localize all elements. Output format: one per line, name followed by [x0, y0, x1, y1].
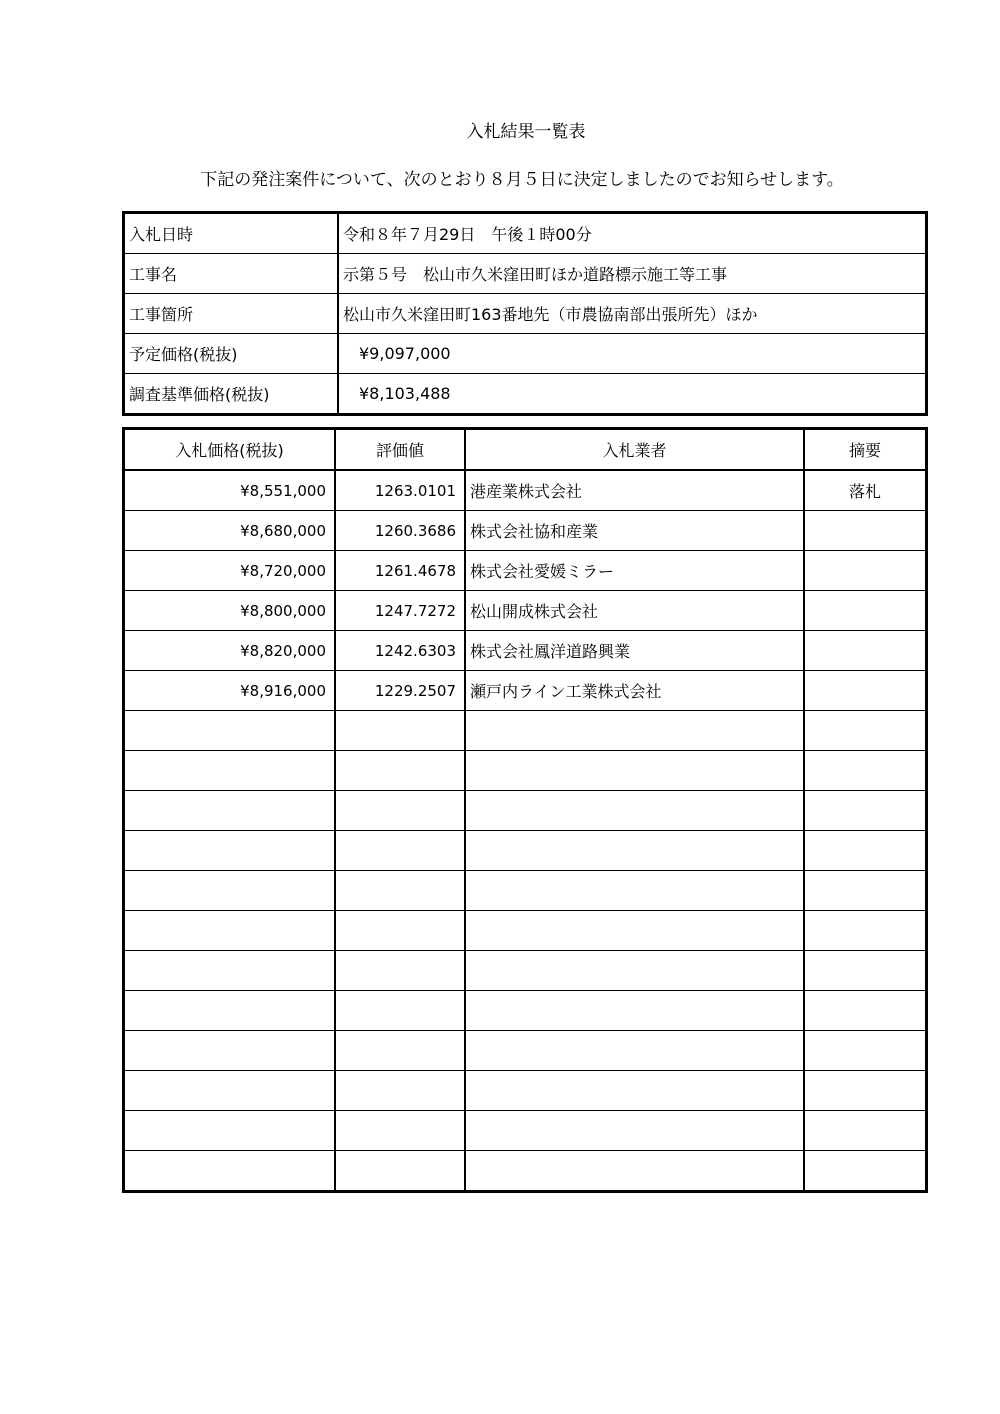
price-cell — [124, 831, 336, 871]
header-score: 評価値 — [335, 429, 465, 471]
score-cell — [335, 1111, 465, 1151]
info-row — [124, 213, 927, 254]
bidder-cell: 瀬戸内ライン工業株式会社 — [465, 671, 804, 711]
info-label: 工事名 — [124, 254, 339, 294]
note-cell — [804, 1071, 927, 1111]
note-cell — [804, 1031, 927, 1071]
info-value: 示第５号 松山市久米窪田町ほか道路標示施工等工事 — [338, 254, 927, 294]
bidder-cell — [465, 1151, 804, 1192]
price-cell — [124, 991, 336, 1031]
table-row — [124, 991, 927, 1031]
price-cell — [124, 871, 336, 911]
table-row — [124, 911, 927, 951]
note-cell — [804, 631, 927, 671]
table-row — [124, 711, 927, 751]
note-cell — [804, 1151, 927, 1192]
score-cell: 1260.3686 — [335, 511, 465, 551]
note-cell — [804, 871, 927, 911]
note-cell — [804, 991, 927, 1031]
info-label: 工事箇所 — [124, 294, 339, 334]
price-cell — [124, 711, 336, 751]
price-cell — [124, 1111, 336, 1151]
header-note: 摘要 — [804, 429, 927, 471]
bidder-cell: 株式会社鳳洋道路興業 — [465, 631, 804, 671]
info-row — [124, 334, 927, 374]
table-row — [124, 1031, 927, 1071]
info-value: ¥9,097,000 — [338, 334, 927, 374]
bid-result-table — [122, 427, 928, 1193]
info-label: 予定価格(税抜) — [124, 334, 339, 374]
score-cell — [335, 751, 465, 791]
price-cell — [124, 751, 336, 791]
score-cell — [335, 871, 465, 911]
bidder-cell — [465, 831, 804, 871]
bidder-cell — [465, 871, 804, 911]
note-cell — [804, 1111, 927, 1151]
note-cell — [804, 791, 927, 831]
price-cell: ¥8,680,000 — [124, 511, 336, 551]
table-row — [124, 1111, 927, 1151]
info-value: 令和８年７月29日 午後１時00分 — [338, 213, 927, 254]
note-cell — [804, 911, 927, 951]
header-bidder: 入札業者 — [465, 429, 804, 471]
bidder-cell — [465, 951, 804, 991]
table-row — [124, 951, 927, 991]
table-row — [124, 631, 927, 671]
price-cell — [124, 911, 336, 951]
note-cell — [804, 591, 927, 631]
notice-text: 下記の発注案件について、次のとおり８月５日に決定しましたのでお知らせします。 — [200, 170, 844, 190]
info-label: 調査基準価格(税抜) — [124, 374, 339, 415]
bidder-cell — [465, 1031, 804, 1071]
price-cell: ¥8,820,000 — [124, 631, 336, 671]
score-cell — [335, 951, 465, 991]
page-title: 入札結果一覧表 — [466, 122, 586, 142]
bidder-cell — [465, 751, 804, 791]
bidder-cell — [465, 1111, 804, 1151]
price-cell — [124, 791, 336, 831]
table-row — [124, 671, 927, 711]
result-body — [124, 429, 927, 1192]
table-row — [124, 591, 927, 631]
header-price: 入札価格(税抜) — [124, 429, 336, 471]
info-value: ¥8,103,488 — [338, 374, 927, 415]
note-cell — [804, 831, 927, 871]
price-cell: ¥8,720,000 — [124, 551, 336, 591]
bidder-cell: 株式会社協和産業 — [465, 511, 804, 551]
table-row — [124, 1151, 927, 1192]
score-cell — [335, 1071, 465, 1111]
bid-info-table — [122, 211, 928, 416]
bidder-cell: 株式会社愛媛ミラー — [465, 551, 804, 591]
bidder-cell — [465, 1071, 804, 1111]
score-cell — [335, 991, 465, 1031]
note-cell — [804, 751, 927, 791]
score-cell — [335, 911, 465, 951]
table-row — [124, 511, 927, 551]
info-value: 松山市久米窪田町163番地先（市農協南部出張所先）ほか — [338, 294, 927, 334]
table-row — [124, 831, 927, 871]
note-cell: 落札 — [804, 470, 927, 511]
score-cell: 1263.0101 — [335, 470, 465, 511]
table-row — [124, 871, 927, 911]
info-row — [124, 294, 927, 334]
table-row — [124, 751, 927, 791]
note-cell — [804, 551, 927, 591]
bidder-cell — [465, 711, 804, 751]
bidder-cell — [465, 991, 804, 1031]
price-cell — [124, 1071, 336, 1111]
info-label: 入札日時 — [124, 213, 339, 254]
bidder-cell: 松山開成株式会社 — [465, 591, 804, 631]
price-cell — [124, 1151, 336, 1192]
note-cell — [804, 711, 927, 751]
price-cell: ¥8,916,000 — [124, 671, 336, 711]
score-cell: 1247.7272 — [335, 591, 465, 631]
bidder-cell — [465, 791, 804, 831]
score-cell: 1261.4678 — [335, 551, 465, 591]
price-cell: ¥8,551,000 — [124, 470, 336, 511]
score-cell: 1229.2507 — [335, 671, 465, 711]
score-cell — [335, 1031, 465, 1071]
table-row — [124, 551, 927, 591]
table-row — [124, 1071, 927, 1111]
price-cell — [124, 1031, 336, 1071]
score-cell — [335, 831, 465, 871]
bidder-cell: 港産業株式会社 — [465, 470, 804, 511]
info-row — [124, 374, 927, 415]
score-cell — [335, 711, 465, 751]
price-cell — [124, 951, 336, 991]
table-row — [124, 470, 927, 511]
note-cell — [804, 671, 927, 711]
bidder-cell — [465, 911, 804, 951]
info-row — [124, 254, 927, 294]
score-cell — [335, 1151, 465, 1192]
note-cell — [804, 511, 927, 551]
note-cell — [804, 951, 927, 991]
price-cell: ¥8,800,000 — [124, 591, 336, 631]
table-row — [124, 791, 927, 831]
table-header-row — [124, 429, 927, 471]
score-cell — [335, 791, 465, 831]
score-cell: 1242.6303 — [335, 631, 465, 671]
